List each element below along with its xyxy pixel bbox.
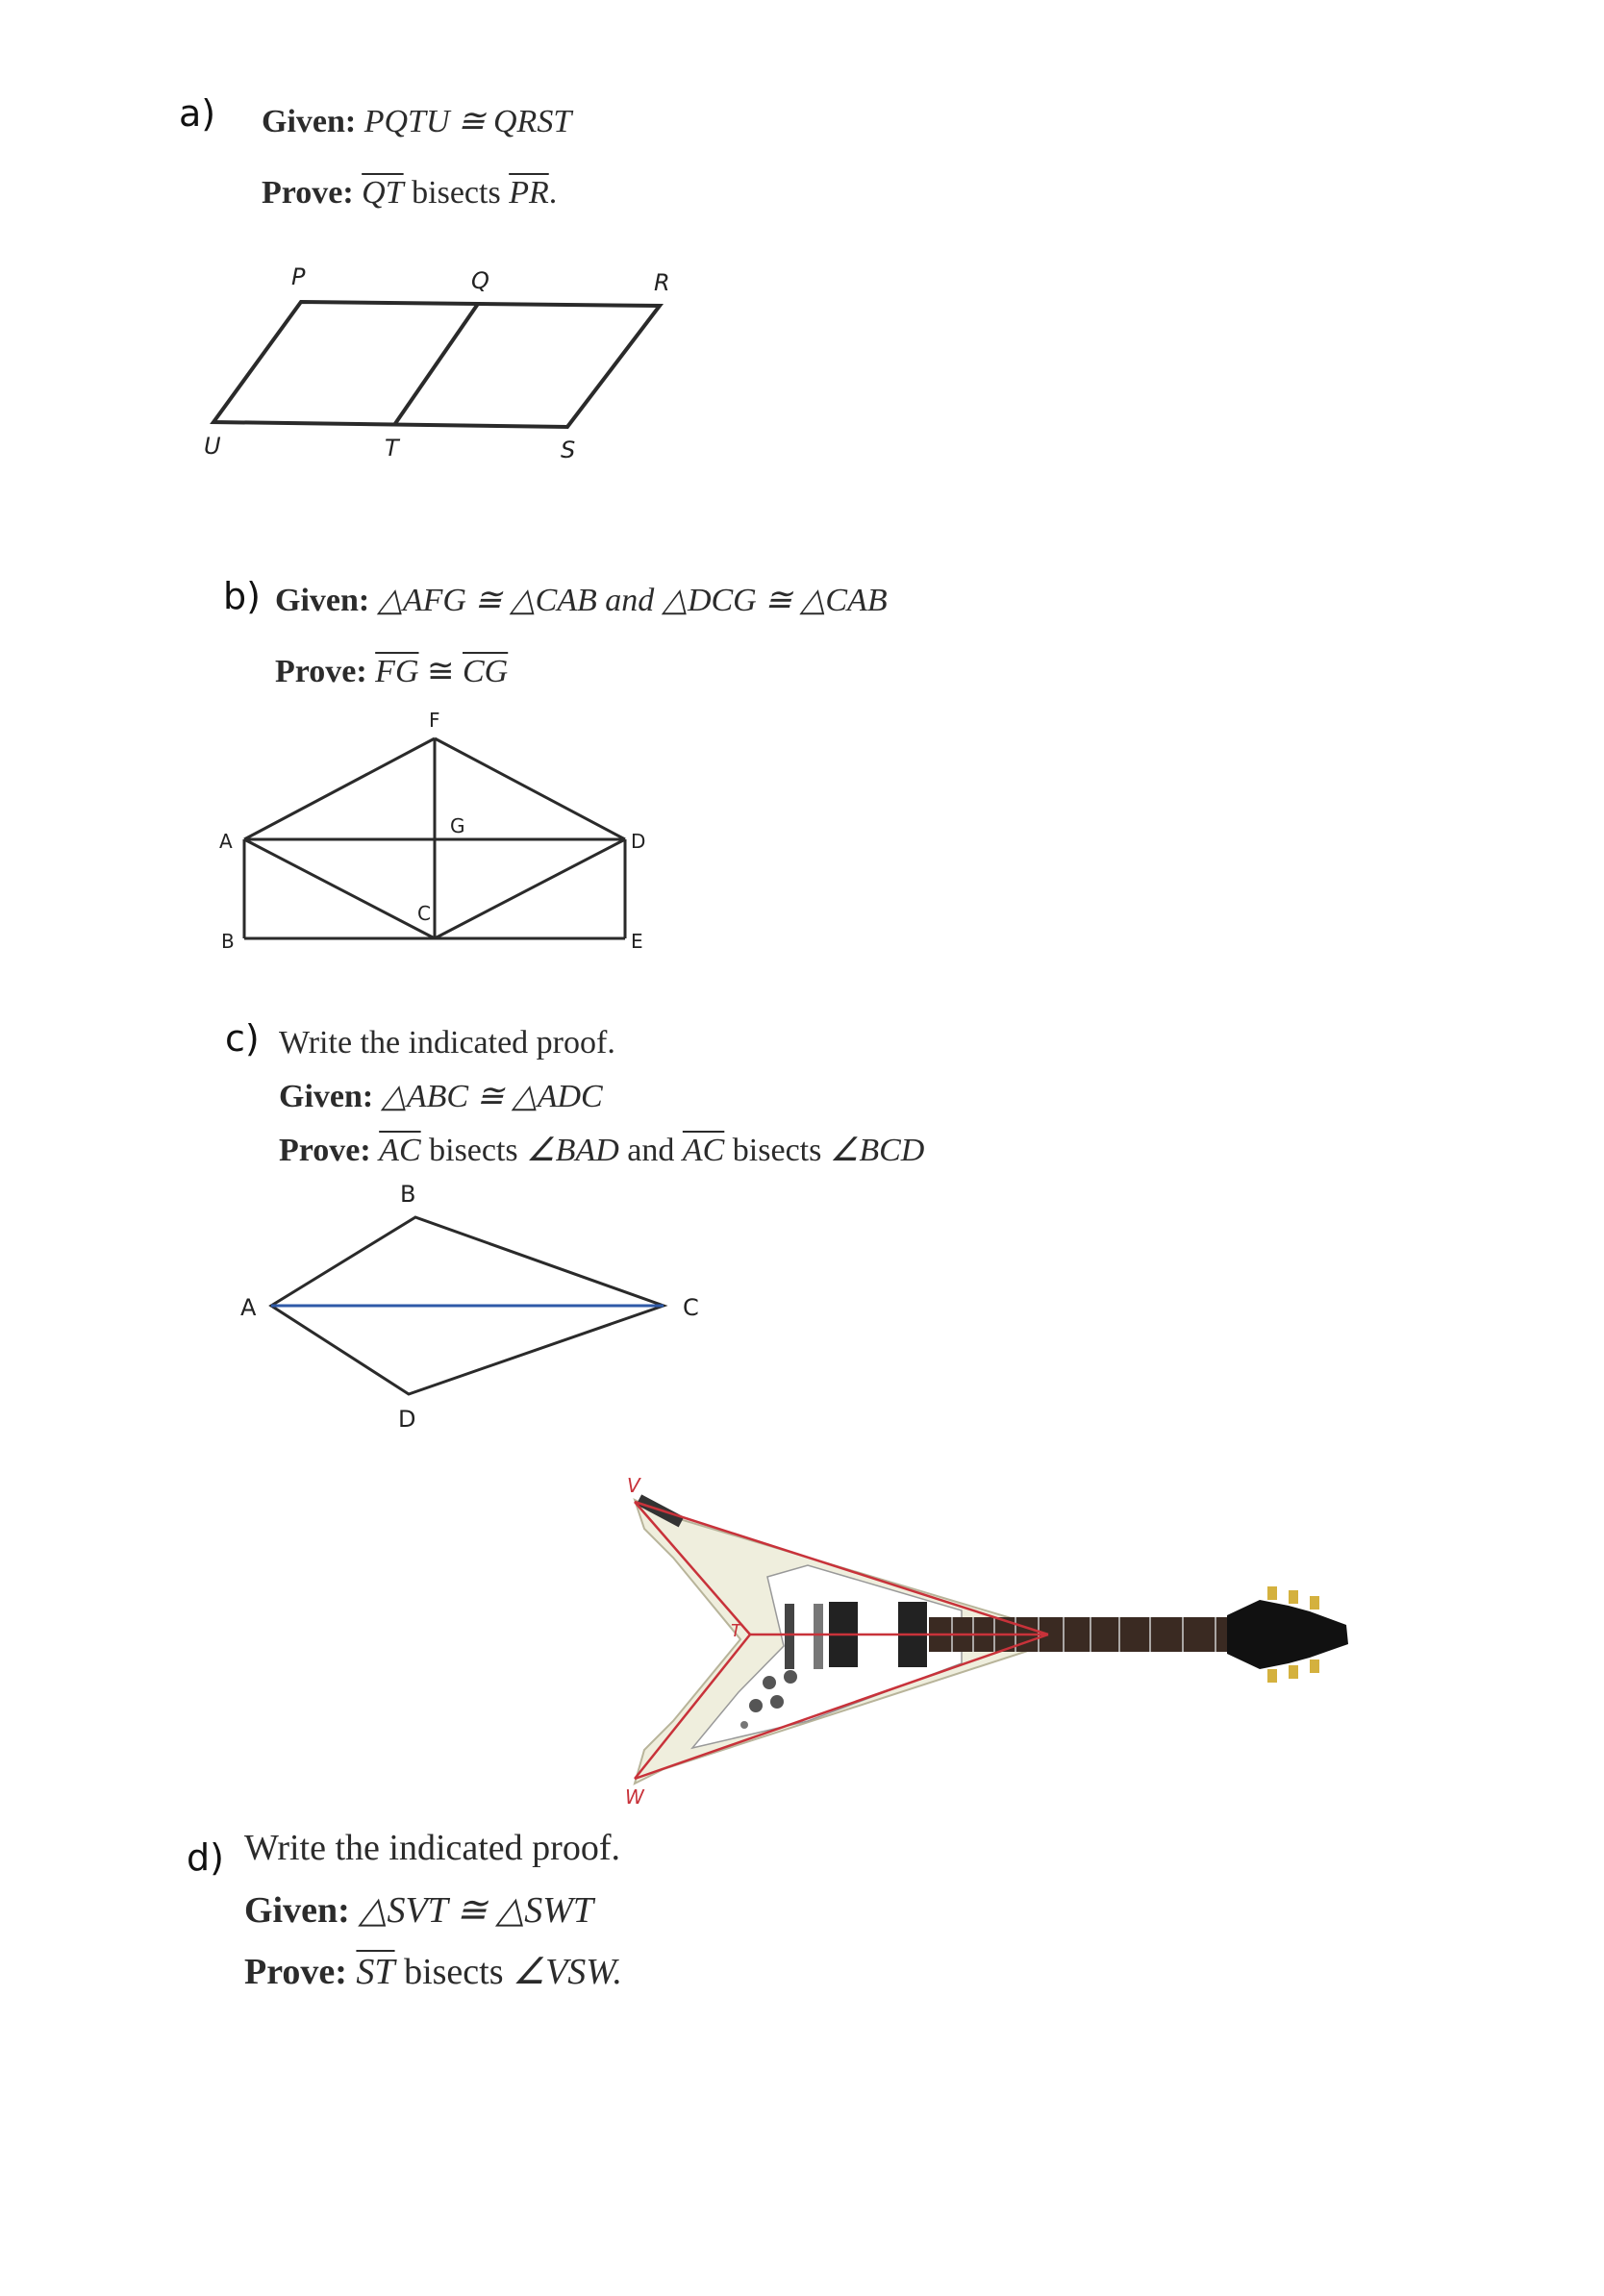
guitar-knob — [784, 1670, 797, 1684]
given-label: Given: — [275, 583, 370, 618]
guitar-bridge — [785, 1604, 794, 1669]
point-v: V — [627, 1474, 640, 1497]
point-b: B — [221, 930, 235, 953]
prove-label: Prove: — [275, 654, 367, 689]
point-d: D — [398, 1406, 416, 1433]
guitar-headstock — [1227, 1600, 1348, 1669]
guitar-knob — [763, 1676, 776, 1689]
segment-ac: $\overline{AC}$ — [379, 1133, 421, 1168]
point-c: C — [417, 902, 431, 925]
period: . — [548, 175, 558, 211]
part-c-label: c) — [225, 1017, 260, 1060]
and-text: and — [618, 1133, 683, 1168]
part-d-label: d) — [187, 1836, 224, 1879]
segment-ac-2: $\overline{AC}$ — [682, 1133, 725, 1168]
point-t: T — [385, 435, 399, 462]
guitar-switch — [740, 1721, 748, 1729]
segment-qt: $\overline{QT}$ — [362, 175, 404, 211]
segment-pr: $\overline{PR}$ — [509, 175, 549, 211]
point-c: C — [683, 1294, 699, 1321]
guitar-knob — [749, 1699, 763, 1712]
given-expression: △SVT ≅ △SWT — [359, 1890, 594, 1931]
point-e: E — [631, 930, 643, 953]
bisects-text: bisects — [420, 1133, 527, 1168]
segment-st: $\overline{ST}$ — [356, 1952, 395, 1992]
given-expression: PQTU ≅ QRST — [363, 104, 572, 139]
point-t: T — [731, 1621, 741, 1641]
part-b-label: b) — [223, 575, 261, 617]
prove-label: Prove: — [279, 1133, 371, 1168]
part-d-given — [244, 1888, 593, 1932]
given-label: Given: — [262, 104, 357, 139]
angle-vsw: ∠VSW. — [513, 1952, 622, 1992]
congruent-sign: ≅ — [418, 654, 463, 689]
prove-label: Prove: — [262, 175, 354, 211]
angle-bcd: ∠BCD — [829, 1133, 925, 1168]
part-d-prove — [244, 1950, 622, 1993]
guitar-knob — [770, 1695, 784, 1709]
segment-cg: $\overline{CG}$ — [463, 654, 509, 689]
point-u: U — [204, 433, 221, 460]
point-f: F — [429, 709, 440, 732]
bisects-text: bisects — [403, 175, 510, 211]
given-label: Given: — [279, 1079, 374, 1114]
segment-fg: $\overline{FG}$ — [375, 654, 419, 689]
bisects-text-2: bisects — [724, 1133, 830, 1168]
point-s: S — [561, 437, 576, 463]
point-w: W — [625, 1785, 644, 1809]
given-expression: △AFG ≅ △CAB and △DCG ≅ △CAB — [377, 583, 888, 618]
bisects-text: bisects — [394, 1952, 513, 1992]
point-a: A — [219, 830, 233, 853]
part-a-label: a) — [179, 92, 216, 135]
point-g: G — [450, 814, 465, 837]
prove-label: Prove: — [244, 1952, 347, 1992]
part-c-intro: Write the indicated proof. — [279, 1025, 615, 1061]
part-d-intro: Write the indicated proof. — [244, 1828, 620, 1868]
point-b: B — [400, 1181, 416, 1208]
point-r: R — [654, 269, 670, 296]
angle-bad: ∠BAD — [526, 1133, 619, 1168]
guitar-bridge-2 — [814, 1604, 823, 1669]
point-p: P — [291, 263, 306, 290]
point-a: A — [240, 1294, 257, 1321]
point-d: D — [631, 830, 646, 853]
point-q: Q — [471, 267, 489, 294]
given-expression: △ABC ≅ △ADC — [381, 1079, 603, 1114]
given-label: Given: — [244, 1890, 350, 1931]
